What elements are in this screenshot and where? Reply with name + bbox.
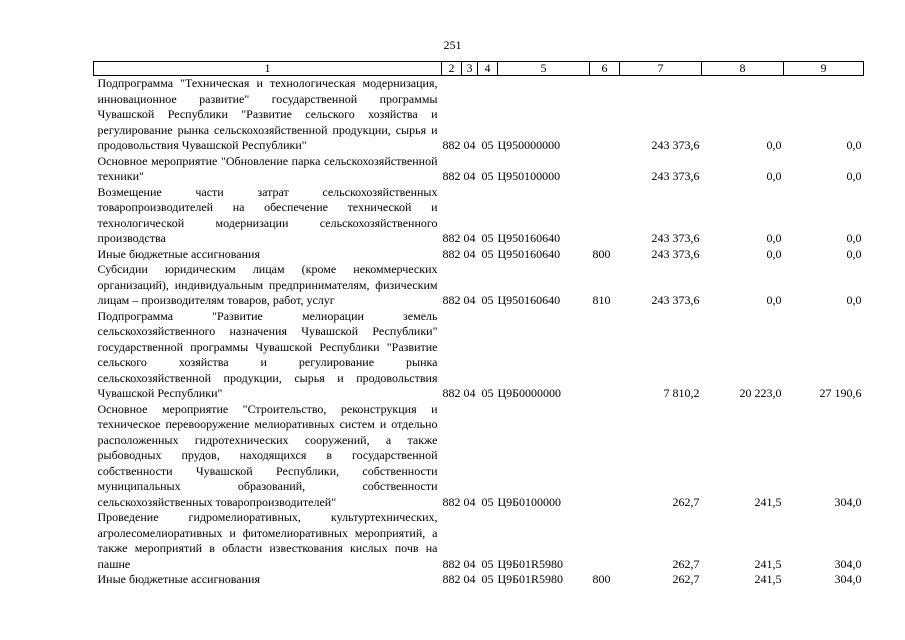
table-row bbox=[94, 262, 864, 309]
row-amount-col9: 27 190,6 bbox=[819, 386, 862, 400]
row-amount-col7: 243 373,6 bbox=[651, 246, 700, 261]
row-section-code: 04 bbox=[463, 572, 476, 586]
row-amount-col9: 0,0 bbox=[846, 293, 862, 307]
header-col-3: 3 bbox=[462, 62, 478, 76]
row-target-article: Ц9Б0100000 bbox=[497, 494, 562, 509]
row-amount-col8: 0,0 bbox=[766, 293, 782, 307]
row-amount-col8: 0,0 bbox=[766, 231, 782, 245]
row-ministry-code: 882 bbox=[442, 231, 461, 245]
row-amount-col9: 304,0 bbox=[834, 572, 862, 586]
row-ministry-code: 882 bbox=[442, 556, 461, 571]
row-subsection-code: 05 bbox=[481, 293, 494, 307]
row-ministry-code: 882 bbox=[442, 386, 461, 400]
row-section-code: 04 bbox=[463, 556, 476, 571]
row-expense-type bbox=[590, 154, 620, 185]
row-name-cell: Подпрограмма "Развитие мелиорации земель сельскохозяйственного назначения Чувашской Республики" государственной программы Чувашской Республики "Развитие сельского хозяйства и регулирование рынка сельскохозяйственной продукции, сырья и продовольствия Чувашской Республики" bbox=[97, 308, 438, 400]
header-col-1: 1 bbox=[94, 62, 442, 76]
row-subsection-code: 05 bbox=[481, 138, 494, 152]
row-ministry-code: 882 bbox=[442, 246, 461, 261]
page-number: 251 bbox=[443, 38, 462, 52]
header-col-2: 2 bbox=[442, 62, 462, 76]
row-amount-col9: 0,0 bbox=[846, 138, 862, 152]
row-target-article: Ц950160640 bbox=[497, 246, 561, 261]
row-expense-type: 800 bbox=[592, 246, 611, 261]
row-section-code: 04 bbox=[463, 293, 476, 307]
row-amount-col7: 262,7 bbox=[672, 572, 700, 586]
row-section-code: 04 bbox=[463, 231, 476, 245]
row-ministry-code: 882 bbox=[442, 169, 461, 183]
row-subsection-code: 05 bbox=[481, 494, 494, 509]
row-amount-col8: 0,0 bbox=[766, 246, 782, 261]
header-col-8: 8 bbox=[702, 62, 784, 76]
table-row bbox=[94, 510, 864, 572]
row-ministry-code: 882 bbox=[442, 494, 461, 509]
row-name-cell: Подпрограмма "Техническая и технологическая модернизация, инновационное развитие" государственной программы Чувашской Республики "Развитие сельского хозяйства и регулирование рынка сельскохозяйственной продукции, сырья и продовольствия Чувашской Республики" bbox=[97, 76, 438, 152]
table-row bbox=[94, 309, 864, 402]
row-amount-col8: 241,5 bbox=[754, 556, 782, 571]
budget-table bbox=[93, 61, 864, 588]
row-target-article: Ц950100000 bbox=[497, 169, 561, 183]
row-name-cell: Субсидии юридическим лицам (кроме некоммерческих организаций), индивидуальным предпринимателям, физическим лицам – производителям товаров, работ, услуг bbox=[97, 262, 438, 307]
row-expense-type bbox=[590, 185, 620, 247]
header-col-7: 7 bbox=[620, 62, 702, 76]
row-target-article: Ц950160640 bbox=[497, 231, 561, 245]
row-section-code: 04 bbox=[463, 386, 476, 400]
table-header-row bbox=[94, 62, 864, 76]
row-target-article: Ц9Б0000000 bbox=[497, 386, 562, 400]
row-amount-col7: 262,7 bbox=[672, 556, 700, 571]
table-row bbox=[94, 185, 864, 247]
row-amount-col8: 20 223,0 bbox=[739, 386, 782, 400]
row-target-article: Ц950000000 bbox=[497, 138, 561, 152]
row-amount-col7: 7 810,2 bbox=[663, 386, 700, 400]
row-amount-col9: 0,0 bbox=[846, 231, 862, 245]
row-subsection-code: 05 bbox=[481, 246, 494, 261]
row-amount-col8: 0,0 bbox=[766, 138, 782, 152]
row-name-cell: Иные бюджетные ассигнования bbox=[97, 572, 260, 586]
row-expense-type: 810 bbox=[592, 293, 611, 307]
row-amount-col7: 243 373,6 bbox=[651, 231, 700, 245]
row-name-cell: Возмещение части затрат сельскохозяйственных товаропроизводителей на обеспечение технической и технологической модернизации сельскохозяйственного производства bbox=[97, 184, 438, 245]
table-row bbox=[94, 402, 864, 511]
row-name-cell: Иные бюджетные ассигнования bbox=[97, 246, 260, 261]
row-expense-type: 800 bbox=[592, 572, 611, 586]
row-target-article: Ц950160640 bbox=[497, 293, 561, 307]
row-target-article: Ц9Б01R5980 bbox=[497, 556, 564, 571]
row-subsection-code: 05 bbox=[481, 169, 494, 183]
row-expense-type bbox=[590, 402, 620, 511]
row-subsection-code: 05 bbox=[481, 231, 494, 245]
row-expense-type bbox=[590, 309, 620, 402]
row-ministry-code: 882 bbox=[442, 293, 461, 307]
row-amount-col7: 243 373,6 bbox=[651, 293, 700, 307]
table-row bbox=[94, 247, 864, 263]
row-ministry-code: 882 bbox=[442, 572, 461, 586]
table-row bbox=[94, 76, 864, 154]
row-target-article: Ц9Б01R5980 bbox=[497, 572, 564, 586]
row-subsection-code: 05 bbox=[481, 572, 494, 586]
row-amount-col8: 241,5 bbox=[754, 572, 782, 586]
row-amount-col9: 0,0 bbox=[846, 246, 862, 261]
row-name-cell: Проведение гидромелиоративных, культуртехнических, агролесомелиоративных и фитомелиоративных мероприятий, а также мероприятий в области известкования кислых почв на пашне bbox=[97, 510, 438, 571]
row-amount-col9: 304,0 bbox=[834, 494, 862, 509]
row-section-code: 04 bbox=[463, 138, 476, 152]
row-amount-col9: 0,0 bbox=[846, 169, 862, 183]
row-name-cell: Основное мероприятие "Обновление парка сельскохозяйственной техники" bbox=[97, 153, 438, 183]
row-name-cell: Основное мероприятие "Строительство, реконструкция и техническое перевооружение мелиоративных систем и отдельно расположенных гидротехнических сооружений, а также рыбоводных прудов, находящихся в государственной собственности Чувашской Республики, собственности муниципальных образований, собственности сельскохозяйственных товаропроизводителей" bbox=[97, 401, 438, 509]
row-subsection-code: 05 bbox=[481, 386, 494, 400]
table-row bbox=[94, 572, 864, 588]
row-amount-col7: 262,7 bbox=[672, 494, 700, 509]
table-row bbox=[94, 154, 864, 185]
row-section-code: 04 bbox=[463, 169, 476, 183]
row-ministry-code: 882 bbox=[442, 138, 461, 152]
row-amount-col8: 241,5 bbox=[754, 494, 782, 509]
header-col-5: 5 bbox=[498, 62, 590, 76]
row-section-code: 04 bbox=[463, 494, 476, 509]
row-section-code: 04 bbox=[463, 246, 476, 261]
row-expense-type bbox=[590, 510, 620, 572]
row-expense-type bbox=[590, 76, 620, 154]
header-col-4: 4 bbox=[478, 62, 498, 76]
row-amount-col8: 0,0 bbox=[766, 169, 782, 183]
row-amount-col7: 243 373,6 bbox=[651, 138, 700, 152]
row-amount-col9: 304,0 bbox=[834, 556, 862, 571]
header-col-9: 9 bbox=[784, 62, 864, 76]
header-col-6: 6 bbox=[590, 62, 620, 76]
row-subsection-code: 05 bbox=[481, 556, 494, 571]
row-amount-col7: 243 373,6 bbox=[651, 169, 700, 183]
